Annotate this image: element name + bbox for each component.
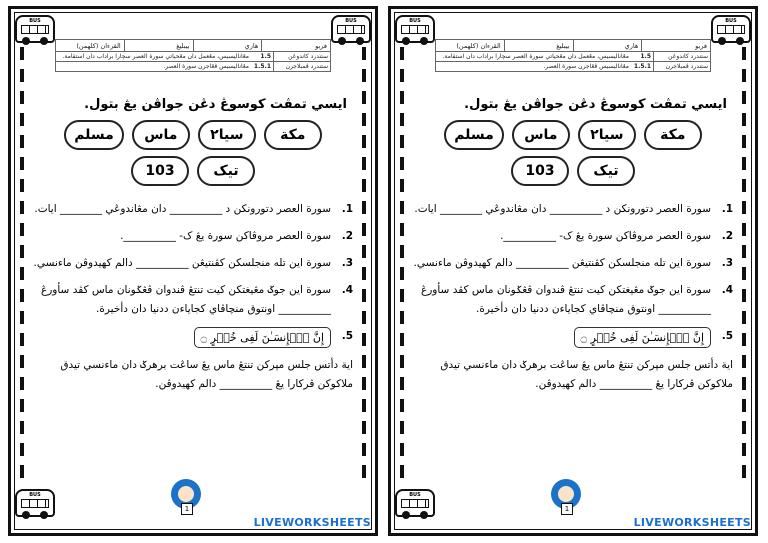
question-item: 3. سورة اين تله منجلسكن كڤنتيڠن __________ دالم كهيدوڤن ماءنسي. — [33, 257, 353, 269]
closing-statement[interactable]: اية دأتس جلس مڽرکن تنتڠ ماس يڠ ساڠت برهرݢ دان ماءنسي تيدق ملاكوكن ڤركارا يڠ __________ دالم كهيدوڤن. — [440, 359, 733, 390]
header-cell-day: هاري — [193, 40, 262, 51]
instruction: ايسي تمڤت كوسوڠ دڠن جواڤن يڠ بتول. — [84, 97, 347, 112]
word-chip[interactable]: ماس — [512, 120, 570, 150]
header-cell-class: بيبليغ — [504, 40, 573, 51]
word-bank — [53, 120, 333, 186]
word-chip[interactable]: مسلم — [444, 120, 504, 150]
word-chip[interactable]: مكة — [644, 120, 702, 150]
word-chip[interactable]: سيا٢ — [198, 120, 256, 150]
quran-verse: إِنَّ ٱلۡإِنسَـٰنَ لَفِى خُسۡرٍ ۝ — [194, 327, 331, 348]
learning-standard: ستندرد ڤمبلاجرن 1.5.1 مڠاناليسيس ڤڠاجرن سورة العصر. — [55, 62, 331, 72]
header-cell-date: فربو — [641, 40, 710, 51]
question-item: 5. إِنَّ ٱلۡإِنسَـٰنَ لَفِى خُسۡرٍ ۝ — [33, 327, 353, 348]
bus-icon: BUS — [331, 15, 371, 43]
dashed-border-right — [362, 47, 366, 478]
worksheet-page-left — [8, 6, 378, 536]
content-standard: ستندرد كاندوڠن 1.5 مڠاناليسيس، مڠعمل دان مڠحياتي سورة العصر سچارا براداب دان استقامة. — [55, 52, 331, 62]
dashed-border-right — [742, 47, 746, 478]
header-cell-day: هاري — [573, 40, 642, 51]
page-number: 1 — [181, 503, 193, 515]
bus-icon: BUS — [395, 489, 435, 517]
header-cell-subject: القرءان (كلهمن) — [76, 41, 121, 50]
question-item: 1. سورة العصر دتورونکن د __________ دان مڠاندوڠي ________ ايات. — [34, 203, 353, 215]
header-cell-class: بيبليغ — [124, 40, 193, 51]
dashed-border-left — [400, 47, 404, 478]
question-item: 2. سورة العصر مروڤاکن سورة يڠ ک- __________. — [500, 230, 733, 242]
question-item: 4. سورة اين جوݢ مڠيغتكن كيت تنتڠ ڤندوان ڤڠݢونان ماس كڤد سأورڠ __________ اونتوق منچاڤاي كجاياءن ددنيا دان دأخيرة. — [40, 284, 353, 315]
header-cell-subject: القرءان (كلهمن) — [456, 41, 501, 50]
question-item: 4. سورة اين جوݢ مڠيغتكن كيت تنتڠ ڤندوان ڤڠݢونان ماس كڤد سأورڠ __________ اونتوق منچاڤاي كجاياءن ددنيا دان دأخيرة. — [420, 284, 733, 315]
quran-verse: إِنَّ ٱلۡإِنسَـٰنَ لَفِى خُسۡرٍ ۝ — [574, 327, 711, 348]
word-chip[interactable]: ماس — [132, 120, 190, 150]
content-standard: ستندرد كاندوڠن 1.5 مڠاناليسيس، مڠعمل دان مڠحياتي سورة العصر سچارا براداب دان استقامة. — [435, 52, 711, 62]
word-chip[interactable]: سيا٢ — [578, 120, 636, 150]
word-bank — [433, 120, 713, 186]
question-list — [413, 200, 733, 348]
word-chip[interactable]: 103 — [131, 156, 189, 186]
question-item: 3. سورة اين تله منجلسكن كڤنتيڠن __________ دالم كهيدوڤن ماءنسي. — [413, 257, 733, 269]
worksheet-content — [413, 97, 733, 394]
word-chip[interactable]: مسلم — [64, 120, 124, 150]
word-chip[interactable]: 103 — [511, 156, 569, 186]
instruction: ايسي تمڤت كوسوڠ دڠن جواڤن يڠ بتول. — [464, 97, 727, 112]
word-chip[interactable]: مكة — [264, 120, 322, 150]
worksheet-header — [55, 39, 331, 72]
learning-standard: ستندرد ڤمبلاجرن 1.5.1 مڠاناليسيس ڤڠاجرن سورة العصر. — [435, 62, 711, 72]
header-cell-date: فربو — [261, 40, 330, 51]
worksheet-content — [33, 97, 353, 394]
bus-icon: BUS — [15, 15, 55, 43]
dashed-border-left — [20, 47, 24, 478]
word-chip[interactable]: تيک — [577, 156, 635, 186]
question-item: 1. سورة العصر دتورونکن د __________ دان مڠاندوڠي ________ ايات. — [414, 203, 733, 215]
question-item: 5. إِنَّ ٱلۡإِنسَـٰنَ لَفِى خُسۡرٍ ۝ — [413, 327, 733, 348]
closing-statement[interactable]: اية دأتس جلس مڽرکن تنتڠ ماس يڠ ساڠت برهرݢ دان ماءنسي تيدق ملاكوكن ڤركارا يڠ __________ دالم كهيدوڤن. — [60, 359, 353, 390]
liveworksheets-logo: LIVEWORKSHEETS — [253, 516, 371, 529]
bus-icon: BUS — [711, 15, 751, 43]
page-number: 1 — [561, 503, 573, 515]
worksheet-page-right — [388, 6, 758, 536]
worksheet-header — [435, 39, 711, 72]
liveworksheets-logo: LIVEWORKSHEETS — [633, 516, 751, 529]
bus-icon: BUS — [15, 489, 55, 517]
bus-icon: BUS — [395, 15, 435, 43]
question-list — [33, 200, 353, 348]
word-chip[interactable]: تيک — [197, 156, 255, 186]
question-item: 2. سورة العصر مروڤاکن سورة يڠ ک- __________. — [120, 230, 353, 242]
